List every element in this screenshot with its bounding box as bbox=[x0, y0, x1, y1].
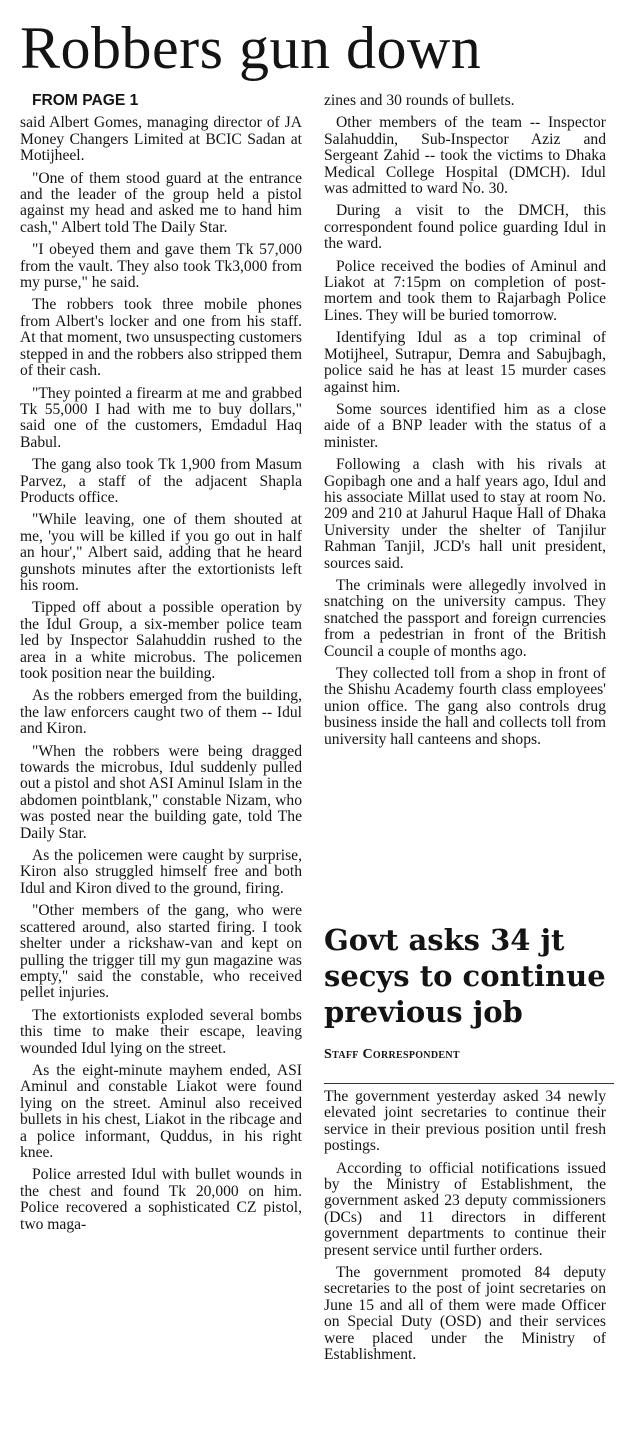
paragraph: "While leaving, one of them shouted at me, 'you will be killed if you go out in half an hour'," Albert said, adding that he heard gunshots minutes after the extortionists left his room. bbox=[20, 511, 302, 594]
paragraph: The extortionists exploded several bombs this time to make their escape, leaving wounded Idul lying on the street. bbox=[20, 1006, 302, 1057]
paragraph: They collected toll from a shop in front of the Shishu Academy fourth class employees' union office. The gang also controls drug business inside the hall and collects toll from university hall canteens and shops. bbox=[324, 665, 606, 748]
paragraph: As the policemen were caught by surprise, Kiron also struggled himself free and both Idul and Kiron dived to the ground, firing. bbox=[20, 847, 302, 897]
paragraph: "They pointed a firearm at me and grabbed Tk 55,000 I had with me to buy dollars," said one of the customers, Emdadul Haq Babul. bbox=[20, 384, 302, 451]
paragraph: The government yesterday asked 34 newly elevated joint secretaries to continue their service in their previous position until fresh postings. bbox=[324, 1088, 606, 1155]
paragraph: The gang also took Tk 1,900 from Masum Parvez, a staff of the adjacent Shapla Products office. bbox=[20, 456, 302, 506]
paragraph: During a visit to the DMCH, this correspondent found police guarding Idul in the ward. bbox=[324, 202, 606, 253]
paragraph: Following a clash with his rivals at Gopibagh one and a half years ago, Idul and his associate Millat used to stay at room No. 209 and 210 at Jahurul Haque Hall of Dhaka University under the shelter of Tanjilur Rahman Tanjil, JCD's hall unit president, sources said. bbox=[324, 456, 606, 572]
second-story-body bbox=[324, 1089, 606, 1370]
paragraph: The criminals were allegedly involved in snatching on the university campus. They snatched the passport and foreign currencies from a pedestrian in front of the British Council a couple of months ago. bbox=[324, 576, 606, 660]
paragraph: "One of them stood guard at the entrance and the leader of the group held a pistol against my head and asked me to hand him cash," Albert told The Daily Star. bbox=[20, 169, 302, 236]
paragraph: "When the robbers were being dragged towards the microbus, Idul suddenly pulled out a pistol and shot ASI Aminul Islam in the abdomen pointblank," constable Nizam, who was posted near the building gate, told The Daily Star. bbox=[20, 742, 302, 842]
paragraph: Some sources identified him as a close aide of a BNP leader with the status of a minister. bbox=[324, 400, 606, 451]
paragraph: Tipped off about a possible operation by the Idul Group, a six-member police team led by Inspector Salahuddin rushed to the area in a white microbus. The policemen took position near the building. bbox=[20, 599, 302, 682]
paragraph: The government promoted 84 deputy secretaries to the post of joint secretaries on June 15 and all of them were made Officer on Special Duty (OSD) and their services were placed under the Ministry of Establishment. bbox=[324, 1264, 606, 1364]
from-page-kicker: FROM PAGE 1 bbox=[32, 92, 139, 109]
paragraph: zines and 30 rounds of bullets. bbox=[324, 92, 515, 109]
paragraph: Police arrested Idul with bullet wounds in the chest and found Tk 20,000 on him. Police recovered a sophisticated CZ pistol, two maga- bbox=[20, 1166, 302, 1233]
divider bbox=[324, 1083, 614, 1084]
paragraph: Other members of the team -- Inspector Salahuddin, Sub-Inspector Aziz and Sergeant Zahid -- took the victims to Dhaka Medical College Hospital (DMCH). Idul was admitted to ward No. 30. bbox=[324, 114, 606, 198]
paragraph: said Albert Gomes, managing director of JA Money Changers Limited at BCIC Sadan at Motijheel. bbox=[20, 114, 302, 165]
headline: Robbers gun down bbox=[20, 15, 482, 81]
paragraph: Identifying Idul as a top criminal of Motijheel, Sutrapur, Demra and Sabujbagh, police said he has at least 15 murder cases against him. bbox=[324, 329, 606, 396]
story-column-1 bbox=[20, 93, 302, 1239]
story-column-2 bbox=[324, 93, 606, 754]
paragraph: The robbers took three mobile phones from Albert's locker and one from his staff. At that moment, two unsuspecting customers stepped in and the robbers also stripped them of their cash. bbox=[20, 296, 302, 380]
paragraph: Police received the bodies of Aminul and Liakot at 7:15pm on completion of post-mortem and took them to Rajarbagh Police Lines. They will be buried tomorrow. bbox=[324, 257, 606, 324]
paragraph: According to official notifications issued by the Ministry of Establishment, the government asked 23 deputy commissioners (DCs) and 11 directors in different government departments to continue their present service until further orders. bbox=[324, 1159, 606, 1259]
paragraph: "Other members of the gang, who were scattered around, also started firing. I took shelter under a rickshaw-van and kept on pulling the trigger till my gun magazine was empty," said the constable, who received pellet injuries. bbox=[20, 902, 302, 1002]
second-story-headline: Govt asks 34 jt secys to continue previous job bbox=[324, 923, 606, 1029]
paragraph: As the eight-minute mayhem ended, ASI Aminul and constable Liakot were found lying on the street. Aminul also received bullets in his chest, Liakot in the ribcage and a police informant, Quddus, in his right knee. bbox=[20, 1061, 302, 1161]
byline: Staff Correspondent bbox=[324, 1047, 460, 1062]
paragraph: "I obeyed them and gave them Tk 57,000 from the vault. They also took Tk3,000 from my purse," he said. bbox=[20, 241, 302, 292]
paragraph: As the robbers emerged from the building, the law enforcers caught two of them -- Idul and Kiron. bbox=[20, 687, 302, 738]
